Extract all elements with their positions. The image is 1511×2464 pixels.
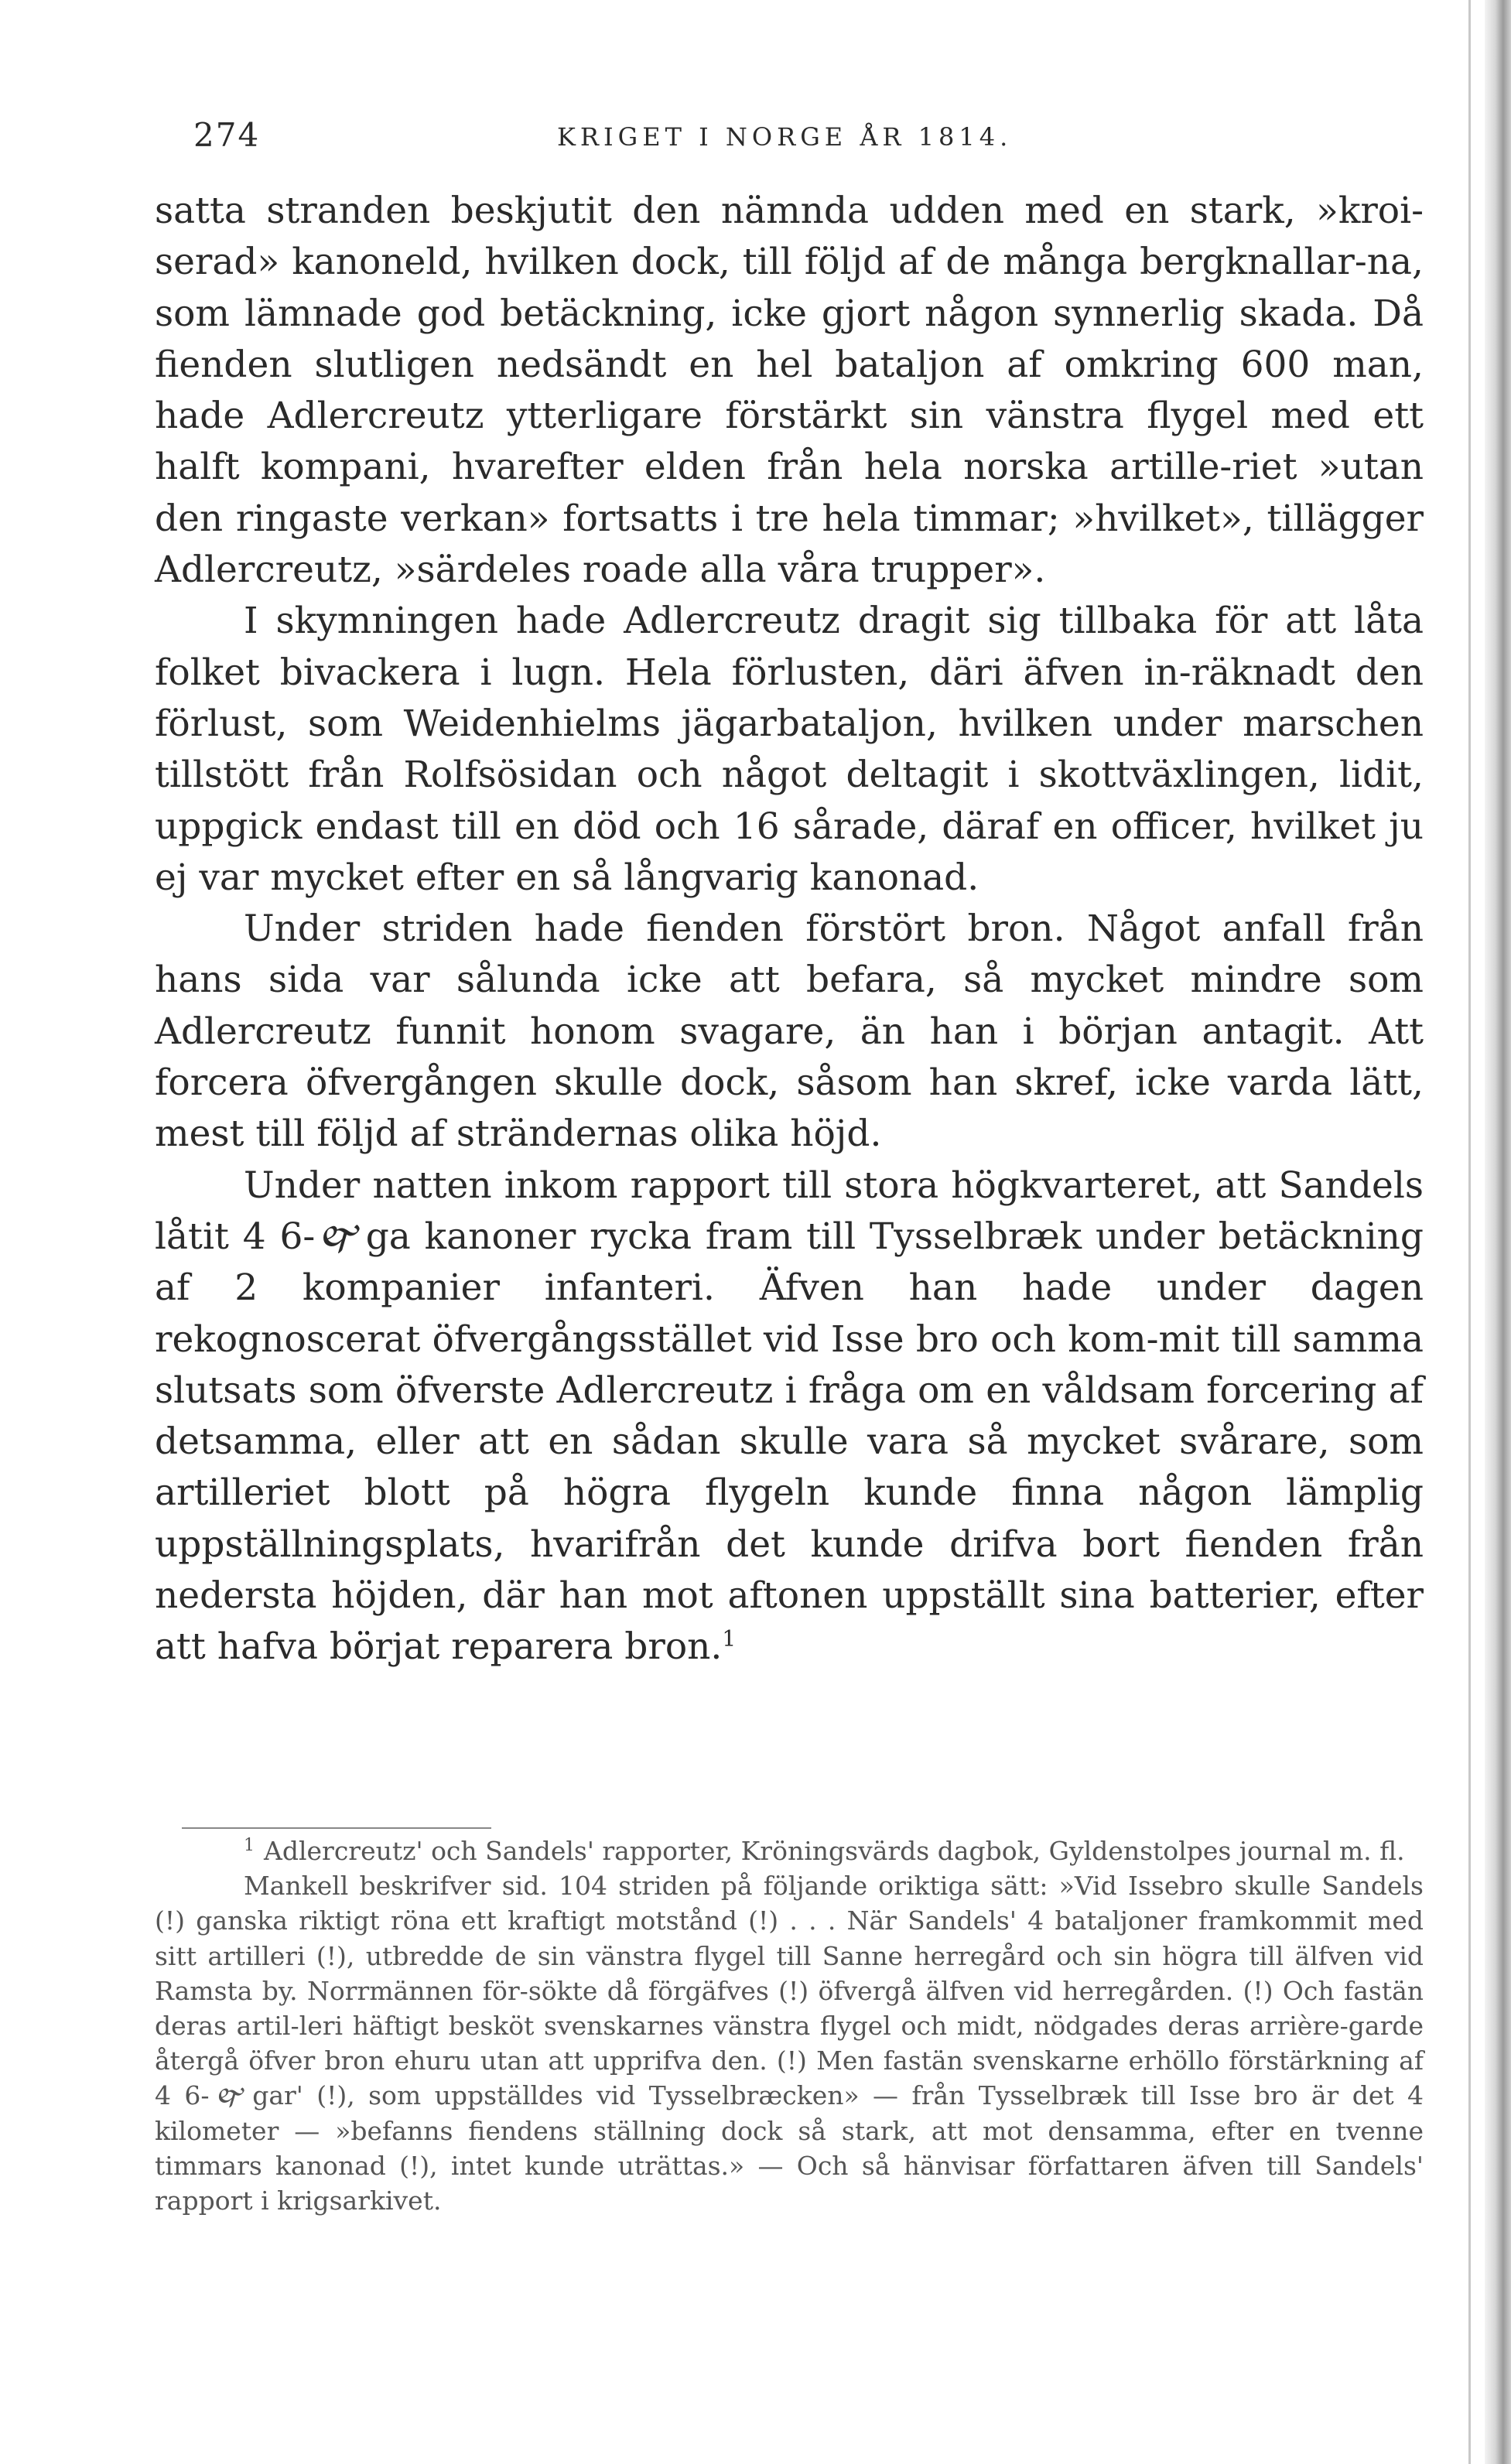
page-header	[155, 116, 1424, 162]
running-title: KRIGET I NORGE ÅR 1814.	[557, 122, 1013, 152]
page-edge-line	[1468, 0, 1471, 2464]
footnote-reference: 1	[722, 1625, 737, 1652]
footnotes	[155, 1833, 1424, 2218]
paragraph-2	[155, 596, 1424, 904]
paragraph-1	[155, 186, 1424, 596]
paragraph-4	[155, 1160, 1424, 1673]
footnote-divider	[182, 1827, 491, 1829]
page-number: 274	[193, 116, 261, 154]
footnote-2	[155, 1868, 1424, 2218]
footnote-1	[155, 1833, 1424, 1868]
footnote-2-text: Mankell beskrifver sid. 104 striden på följande oriktiga sätt: »Vid Issebro skulle Sandels (!) ganska riktigt röna ett kraftigt motstånd (!) . . . När Sandels' 4 bataljoner framkommit med sitt artilleri (!), utbredde de sin vänstra flygel till Sanne herregård och sin högra till älfven vid Ramsta by. Norrmännen för-sökte då förgäfves (!) öfvergå älfven vid herregården. (!) Och fastän deras artil-leri häftigt besköt svenskarnes vänstra flygel och midt, nödgades deras arrière-garde återgå öfver bron ehuru utan att upprifva den. (!) Men fastän svenskarne erhöllo förstärkning af 4 6-🙰gar' (!), som uppställdes vid Tysselbræcken» — från Tysselbræk till Isse bro är det 4 kilometer — »befanns fiendens ställning dock så stark, att mot densamma, efter en tvenne timmars kanonad (!), intet kunde uträttas.» — Och så hänvisar författaren äfven till Sandels' rapport i krigsarkivet.	[155, 1871, 1424, 2216]
footnote-1-text: Adlercreutz' och Sandels' rapporter, Kröningsvärds dagbok, Gyldenstolpes journal m. fl.	[264, 1836, 1405, 1866]
main-text	[155, 186, 1424, 1673]
paragraph-3-text: Under striden hade fienden förstört bron. Något anfall från hans sida var sålunda icke att befara, så mycket mindre som Adlercreutz funnit honom svagare, än han i början antagit. Att forcera öfvergången skulle dock, såsom han skref, icke varda lätt, mest till följd af strändernas olika höjd.	[155, 907, 1424, 1156]
paragraph-4-text: Under natten inkom rapport till stora högkvarteret, att Sandels låtit 4 6-🙰ga kanoner rycka fram till Tysselbræk under betäckning af 2 kompanier infanteri. Äfven han hade under dagen rekognoscerat öfvergångsstället vid Isse bro och kom-mit till samma slutsats som öfverste Adlercreutz i fråga om en våldsam forcering af detsamma, eller att en sådan skulle vara så mycket svårare, som artilleriet blott på högra flygeln kunde finna någon lämplig uppställningsplats, hvarifrån det kunde drifva bort fienden från nedersta höjden, där han mot aftonen uppställt sina batterier, efter att hafva börjat reparera bron.	[155, 1164, 1424, 1669]
paragraph-3	[155, 904, 1424, 1160]
paragraph-1-text: satta stranden beskjutit den nämnda udden med en stark, »kroi-serad» kanoneld, hvilken dock, till följd af de många bergknallar-na, som lämnade god betäckning, icke gjort någon synnerlig skada. Då fienden slutligen nedsändt en hel bataljon af omkring 600 man, hade Adlercreutz ytterligare förstärkt sin vänstra flygel med ett halft kompani, hvarefter elden från hela norska artille-riet »utan den ringaste verkan» fortsatts i tre hela timmar; »hvilket», tillägger Adlercreutz, »särdeles roade alla våra trupper».	[155, 190, 1424, 592]
footnote-mark: 1	[244, 1836, 255, 1855]
book-binding-edge	[1485, 0, 1511, 2464]
paragraph-2-text: I skymningen hade Adlercreutz dragit sig tillbaka för att låta folket bivackera i lugn. Hela förlusten, däri äfven in-räknadt den förlust, som Weidenhielms jägarbataljon, hvilken under marschen tillstött från Rolfsösidan och något deltagit i skottväxlingen, lidit, uppgick endast till en död och 16 sårade, däraf en officer, hvilket ju ej var mycket efter en så långvarig kanonad.	[155, 600, 1424, 899]
